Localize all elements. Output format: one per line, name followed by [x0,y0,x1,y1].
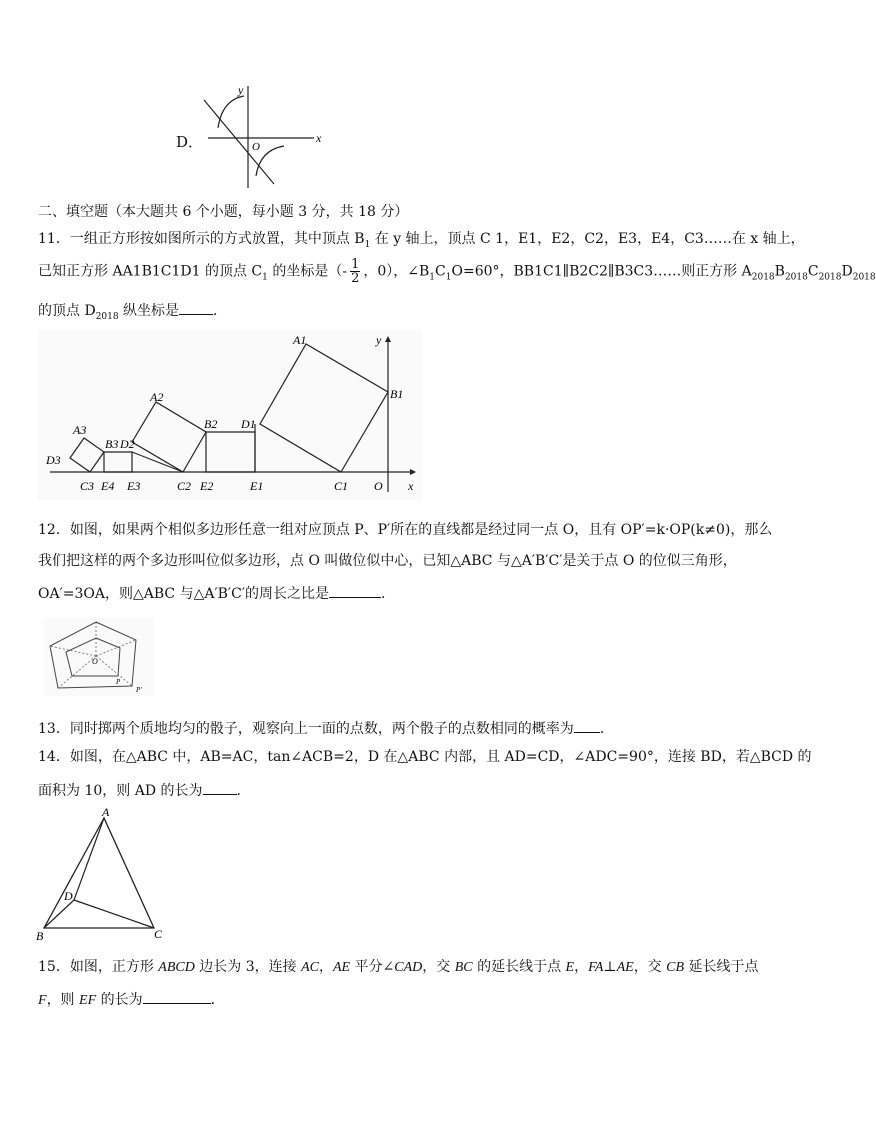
label-b: B [36,929,44,943]
q12-line1: 12．如图，如果两个相似多边形任意一组对应顶点 P、P′所在的直线都是经过同一点 O，且有 OP′=k·OP(k≠0)，那么 [38,522,773,538]
label-c2: C2 [177,479,192,493]
q11-line2: 已知正方形 AA1B1C1D1 的顶点 $C_1$ 的坐标是（- $\frac{1}{2}$ ，0），$\angle B_1C_1O=60^\circ$，BB1C1∥B2C2∥B3C3……则正方形 $A_{2018}B_{2018}C_{2018}D_{2018}$ [38,257,876,286]
label-a2: A2 [150,390,164,404]
label-y: y [376,333,382,347]
q15-line2: F，则 EF 的长为 ． [38,989,758,1010]
q11-x-axis-points: 1，E1，E2，C2，E3，E4，C3……在 x 轴上， [495,231,805,247]
q12-answer-blank [329,583,381,598]
q11-answer-blank [179,300,213,315]
label-x: x [408,479,414,493]
point-p-label: P [116,678,121,686]
q13-answer-blank [574,718,600,733]
origin-label: O [252,141,260,153]
label-e3: E3 [127,479,141,493]
label-d: D [64,889,73,903]
center-o-label: O [92,657,98,666]
q14-line1: 14．如图，在△ABC 中，AB=AC，tan∠ACB=2，D 在△ABC 内部，且 AD=CD，∠ADC=90°，连接 BD，若△BCD 的 [38,749,812,765]
label-d2: D2 [120,437,135,451]
segment-ad [74,818,104,900]
label-e1: E1 [250,479,264,493]
hyperbola-branch-right [256,146,284,176]
label-a1: A1 [293,333,307,347]
q11-line1: 11．一组正方形按如图所示的方式放置，其中顶点 $B_1$ 在 y 轴上，顶点 C 1，E1，E2，C2，E3，E4，C3……在 x 轴上， [38,231,805,250]
hyperbola-branch-left [218,96,244,128]
label-a: A [102,805,110,819]
y-axis-label: y [238,83,244,97]
label-c: C [154,927,163,941]
label-c3: C3 [80,479,95,493]
triangle-abc [44,818,154,928]
option-d-graph [200,80,330,192]
q14-line2: 面积为 10，则 AD 的长为 ． [38,780,758,800]
q12-line3: OA′=3OA，则△ABC 与△A′B′C′的周长之比是 ． [38,583,758,603]
fraction-one-half: $\frac{1}{2}$ [351,257,360,286]
label-b3: B3 [105,437,119,451]
segment-dc [74,900,154,928]
parallel-chain: B1C1∥B2C2∥B3C3 [523,263,654,280]
q12-line2: 我们把这样的两个多边形叫位似多边形，点 O 叫做位似中心，已知△ABC 与△A′B′C′是关于点 O 的位似三角形， [38,553,737,569]
x-axis-label: x [316,131,322,145]
label-b2: B2 [204,417,218,431]
q13-line: 13．同时掷两个质地均匀的骰子，观察向上一面的点数，两个骰子的点数相同的概率为 ． [38,718,758,738]
q15-answer-blank [143,989,211,1004]
label-d3: D3 [46,453,61,467]
square-a1b1c1d1: A1B1C1D1 [122,263,201,280]
fig11-squares [38,330,422,500]
label-a3: A3 [73,423,87,437]
label-c1: C1 [334,479,349,493]
option-d-label: D． [176,133,204,151]
label-d1: D1 [241,417,256,431]
q14-answer-blank [203,780,237,795]
linear-function-line [204,100,274,184]
fig14-triangle [30,804,180,946]
label-origin: O [374,479,383,493]
label-e4: E4 [101,479,115,493]
q15-line1: 15．如图，正方形 ABCD 边长为 3，连接 AC，AE 平分∠CAD，交 BC 的延长线于点 E，FA⊥AE，交 CB 延长线于点 [38,959,759,975]
label-b1: B1 [390,387,404,401]
section-heading: 二、填空题（本大题共 6 个小题，每小题 3 分，共 18 分） [38,204,409,220]
label-e2: E2 [200,479,214,493]
segment-bd [44,900,74,928]
point-p-prime-label: P′ [136,686,142,694]
fig12-similar-pentagons [44,618,154,696]
q11-line3: 的顶点 $D_{2018}$ 纵坐标是 ． [38,300,758,326]
